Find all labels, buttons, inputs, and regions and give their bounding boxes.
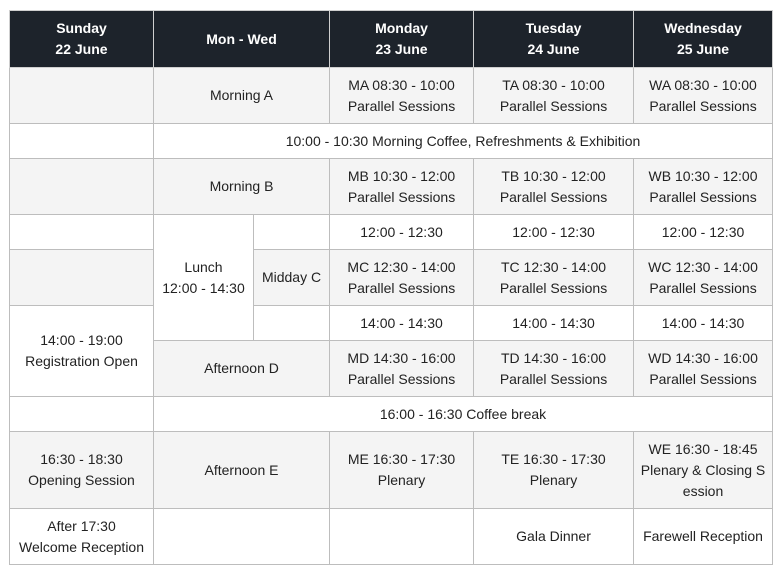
cell-empty — [10, 159, 154, 215]
slot-label: Morning B — [154, 159, 330, 215]
session-cell-monday: MD 14:30 - 16:00 Parallel Sessions — [330, 341, 474, 397]
slot-label: Afternoon D — [154, 341, 330, 397]
session-cell-wednesday: WD 14:30 - 16:00 Parallel Sessions — [634, 341, 773, 397]
session-cell-wednesday: WA 08:30 - 10:00 Parallel Sessions — [634, 68, 773, 124]
cell-empty — [10, 124, 154, 159]
cell-empty — [10, 68, 154, 124]
header-row — [10, 11, 773, 68]
cell-empty — [254, 215, 330, 250]
session-cell-tuesday: TC 12:30 - 14:00 Parallel Sessions — [474, 250, 634, 306]
conference-schedule-table — [9, 10, 773, 565]
lunch-cell: Lunch 12:00 - 14:30 — [154, 215, 254, 341]
session-cell-tuesday: TD 14:30 - 16:00 Parallel Sessions — [474, 341, 634, 397]
row-afternoon-e — [10, 432, 773, 509]
header-mon-wed: Mon - Wed — [154, 11, 330, 68]
session-cell-wednesday: WC 12:30 - 14:00 Parallel Sessions — [634, 250, 773, 306]
session-cell-monday: MC 12:30 - 14:00 Parallel Sessions — [330, 250, 474, 306]
session-cell-tuesday: TA 08:30 - 10:00 Parallel Sessions — [474, 68, 634, 124]
farewell-reception-cell: Farewell Reception — [634, 509, 773, 565]
header-tuesday: Tuesday 24 June — [474, 11, 634, 68]
row-coffee-morning — [10, 124, 773, 159]
session-cell-monday: MB 10:30 - 12:00 Parallel Sessions — [330, 159, 474, 215]
time-cell-tuesday: 12:00 - 12:30 — [474, 215, 634, 250]
session-cell-wednesday: WB 10:30 - 12:00 Parallel Sessions — [634, 159, 773, 215]
row-midday-c — [10, 250, 773, 306]
slot-label: Midday C — [254, 250, 330, 306]
cell-empty — [254, 306, 330, 341]
row-gap-1 — [10, 215, 773, 250]
header-wednesday: Wednesday 25 June — [634, 11, 773, 68]
row-morning-b — [10, 159, 773, 215]
registration-cell: 14:00 - 19:00 Registration Open — [10, 306, 154, 397]
slot-label: Morning A — [154, 68, 330, 124]
time-cell-wednesday: 14:00 - 14:30 — [634, 306, 773, 341]
time-cell-monday: 12:00 - 12:30 — [330, 215, 474, 250]
cell-empty — [154, 509, 330, 565]
session-cell-tuesday: TE 16:30 - 17:30 Plenary — [474, 432, 634, 509]
cell-empty — [10, 250, 154, 306]
row-gap-2 — [10, 306, 773, 341]
time-cell-wednesday: 12:00 - 12:30 — [634, 215, 773, 250]
break-cell: 10:00 - 10:30 Morning Coffee, Refreshments & Exhibition — [154, 124, 773, 159]
welcome-reception-cell: After 17:30 Welcome Reception — [10, 509, 154, 565]
session-cell-monday: ME 16:30 - 17:30 Plenary — [330, 432, 474, 509]
session-cell-tuesday: TB 10:30 - 12:00 Parallel Sessions — [474, 159, 634, 215]
row-morning-a — [10, 68, 773, 124]
session-cell-monday: MA 08:30 - 10:00 Parallel Sessions — [330, 68, 474, 124]
time-cell-monday: 14:00 - 14:30 — [330, 306, 474, 341]
header-sunday: Sunday 22 June — [10, 11, 154, 68]
break-cell: 16:00 - 16:30 Coffee break — [154, 397, 773, 432]
time-cell-tuesday: 14:00 - 14:30 — [474, 306, 634, 341]
cell-empty — [10, 215, 154, 250]
cell-empty — [330, 509, 474, 565]
slot-label: Afternoon E — [154, 432, 330, 509]
row-coffee-break — [10, 397, 773, 432]
gala-dinner-cell: Gala Dinner — [474, 509, 634, 565]
cell-empty — [10, 397, 154, 432]
header-monday: Monday 23 June — [330, 11, 474, 68]
row-evening — [10, 509, 773, 565]
opening-session-cell: 16:30 - 18:30 Opening Session — [10, 432, 154, 509]
session-cell-wednesday: WE 16:30 - 18:45 Plenary & Closing S ession — [634, 432, 773, 509]
